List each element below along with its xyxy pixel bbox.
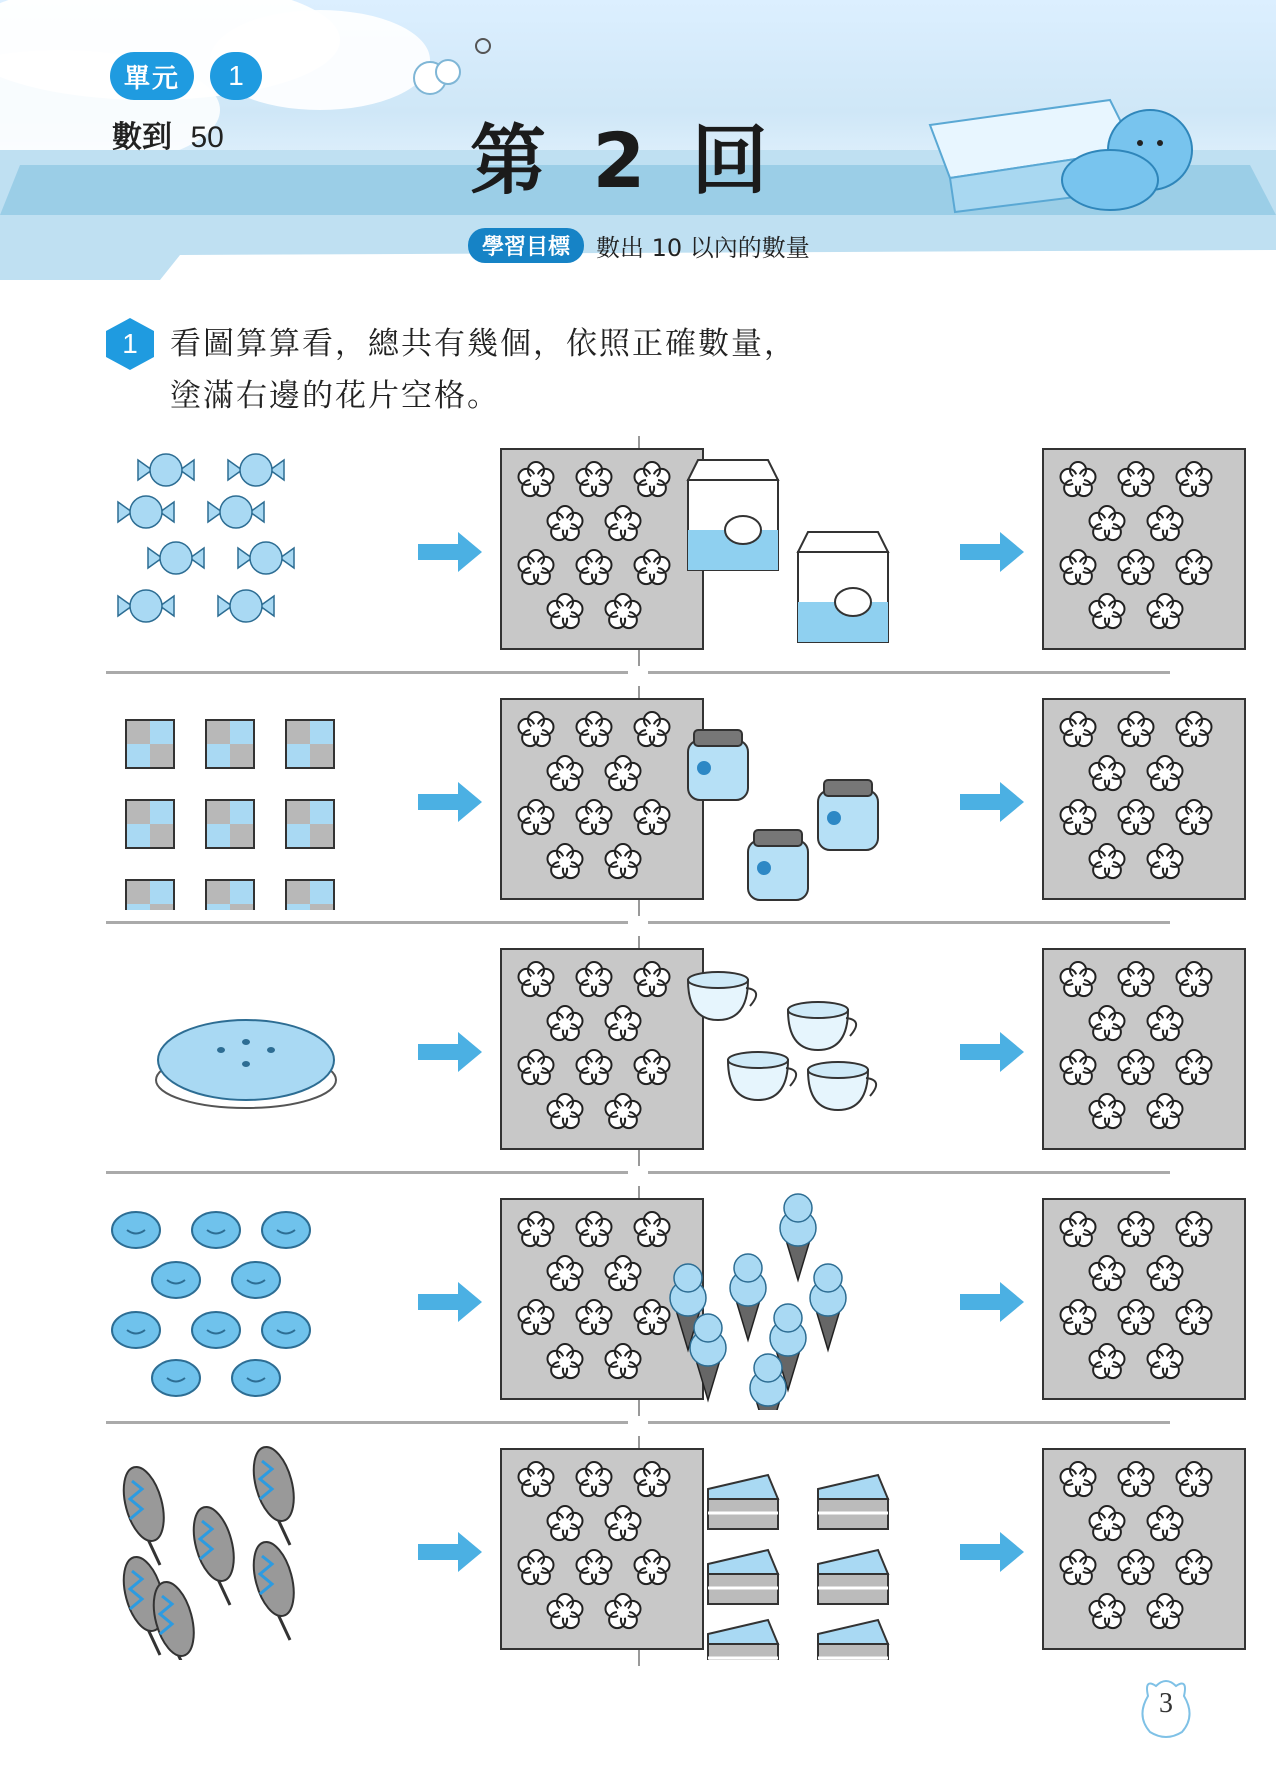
candy-picture bbox=[238, 542, 294, 574]
checkered-tile-picture bbox=[286, 800, 334, 848]
unit-label: 單元 bbox=[110, 52, 194, 100]
right-arrow-icon bbox=[960, 1280, 1030, 1324]
corn-dog-picture-group bbox=[106, 1440, 406, 1660]
checkered-tile-picture bbox=[286, 720, 334, 768]
yogurt-bottle-picture bbox=[818, 780, 878, 850]
candy-picture bbox=[148, 542, 204, 574]
donut-picture-group bbox=[106, 1190, 406, 1410]
teacup-picture bbox=[728, 1052, 796, 1100]
teacup-picture bbox=[688, 972, 756, 1020]
counting-item-6 bbox=[648, 940, 1178, 1160]
ice-cream-cone-picture bbox=[750, 1354, 786, 1410]
right-arrow-icon bbox=[418, 530, 488, 574]
instruction-line-1: 看圖算算看，總共有幾個，依照正確數量， bbox=[170, 326, 797, 362]
donut-picture bbox=[152, 1262, 200, 1298]
counting-item-1 bbox=[106, 440, 636, 660]
right-arrow-icon bbox=[960, 530, 1030, 574]
flower-chip-panel bbox=[1042, 698, 1246, 900]
counting-item-7 bbox=[106, 1190, 636, 1410]
counting-item-3 bbox=[106, 690, 636, 910]
right-arrow-icon bbox=[418, 1280, 488, 1324]
counting-item-2 bbox=[648, 440, 1178, 660]
right-arrow-icon bbox=[418, 1530, 488, 1574]
cake-slice-picture bbox=[708, 1550, 778, 1604]
cake-slice-picture bbox=[818, 1475, 888, 1529]
right-arrow-icon bbox=[960, 1030, 1030, 1074]
flower-chip-panel bbox=[1042, 1198, 1246, 1400]
corn-dog-picture bbox=[187, 1503, 241, 1605]
page-number-badge bbox=[1136, 1676, 1196, 1740]
chapter-title: 第 2 回 bbox=[470, 116, 778, 205]
ice-cream-cone-picture bbox=[690, 1314, 726, 1400]
unit-title-number: 50 bbox=[190, 121, 224, 154]
counting-item-10 bbox=[648, 1440, 1178, 1660]
donut-picture bbox=[232, 1360, 280, 1396]
checkered-tile-picture-group bbox=[106, 690, 406, 910]
candy-picture bbox=[138, 454, 194, 486]
yogurt-bottle-picture-group bbox=[648, 690, 948, 910]
row-divider bbox=[648, 1421, 1170, 1424]
teacup-picture-group bbox=[648, 940, 948, 1160]
row-divider bbox=[648, 671, 1170, 674]
flower-chip-panel bbox=[1042, 1448, 1246, 1650]
ice-cream-cone-picture bbox=[810, 1264, 846, 1350]
donut-picture bbox=[192, 1312, 240, 1348]
corn-dog-picture bbox=[117, 1463, 171, 1565]
row-divider bbox=[648, 1171, 1170, 1174]
corn-dog-picture bbox=[247, 1443, 301, 1545]
question-number-badge bbox=[106, 318, 154, 370]
counting-item-4 bbox=[648, 690, 1178, 910]
yogurt-bottle-picture bbox=[688, 730, 748, 800]
question-number: 1 bbox=[122, 328, 138, 359]
unit-number: 1 bbox=[210, 52, 262, 100]
cake-slice-picture-group bbox=[648, 1440, 948, 1660]
cake-slice-picture bbox=[708, 1620, 778, 1660]
ice-cream-cone-picture bbox=[730, 1254, 766, 1340]
candy-picture bbox=[218, 590, 274, 622]
milk-carton-picture bbox=[798, 532, 888, 642]
right-arrow-icon bbox=[960, 780, 1030, 824]
ice-cream-cone-picture-group bbox=[648, 1190, 948, 1410]
cake-slice-picture bbox=[818, 1550, 888, 1604]
cake-slice-picture bbox=[708, 1475, 778, 1529]
right-arrow-icon bbox=[418, 780, 488, 824]
counting-item-8 bbox=[648, 1190, 1178, 1410]
milk-carton-picture-group bbox=[648, 440, 948, 660]
row-divider bbox=[106, 1171, 628, 1174]
checkered-tile-picture bbox=[206, 880, 254, 910]
candy-picture bbox=[118, 496, 174, 528]
checkered-tile-picture bbox=[286, 880, 334, 910]
checkered-tile-picture bbox=[206, 800, 254, 848]
checkered-tile-picture bbox=[126, 720, 174, 768]
cake-slice-picture bbox=[818, 1620, 888, 1660]
flower-chip-panel bbox=[1042, 448, 1246, 650]
milk-carton-picture bbox=[688, 460, 778, 570]
ice-cream-cone-picture bbox=[780, 1194, 816, 1280]
page-number: 3 bbox=[1159, 1688, 1173, 1719]
donut-picture bbox=[232, 1262, 280, 1298]
donut-picture bbox=[112, 1312, 160, 1348]
page-header bbox=[0, 0, 1276, 280]
learning-goal-text: 數出 10 以內的數量 bbox=[596, 233, 810, 262]
row-divider bbox=[648, 921, 1170, 924]
unit-title bbox=[112, 112, 224, 156]
learning-goal bbox=[468, 228, 810, 262]
teacup-picture bbox=[788, 1002, 856, 1050]
donut-picture bbox=[262, 1312, 310, 1348]
donut-picture bbox=[192, 1212, 240, 1248]
unit-title-text: 數到 bbox=[112, 120, 172, 155]
row-divider bbox=[106, 671, 628, 674]
checkered-tile-picture bbox=[126, 880, 174, 910]
candy-picture-group bbox=[106, 440, 406, 660]
teacup-picture bbox=[808, 1062, 876, 1110]
right-arrow-icon bbox=[418, 1030, 488, 1074]
donut-picture bbox=[112, 1212, 160, 1248]
corn-dog-picture bbox=[247, 1538, 301, 1640]
checkered-tile-picture bbox=[126, 800, 174, 848]
instruction-line-2: 塗滿右邊的花片空格。 bbox=[170, 378, 500, 414]
pie-picture-group bbox=[106, 940, 406, 1160]
counting-item-9 bbox=[106, 1440, 636, 1660]
donut-picture bbox=[152, 1360, 200, 1396]
checkered-tile-picture bbox=[206, 720, 254, 768]
candy-picture bbox=[228, 454, 284, 486]
candy-picture bbox=[118, 590, 174, 622]
yogurt-bottle-picture bbox=[748, 830, 808, 900]
pie-picture bbox=[156, 1020, 336, 1108]
row-divider bbox=[106, 921, 628, 924]
flower-chip-panel bbox=[1042, 948, 1246, 1150]
donut-picture bbox=[262, 1212, 310, 1248]
candy-picture bbox=[208, 496, 264, 528]
row-divider bbox=[106, 1421, 628, 1424]
learning-goal-tag: 學習目標 bbox=[468, 228, 584, 263]
question-instruction bbox=[170, 318, 1170, 422]
counting-item-5 bbox=[106, 940, 636, 1160]
right-arrow-icon bbox=[960, 1530, 1030, 1574]
